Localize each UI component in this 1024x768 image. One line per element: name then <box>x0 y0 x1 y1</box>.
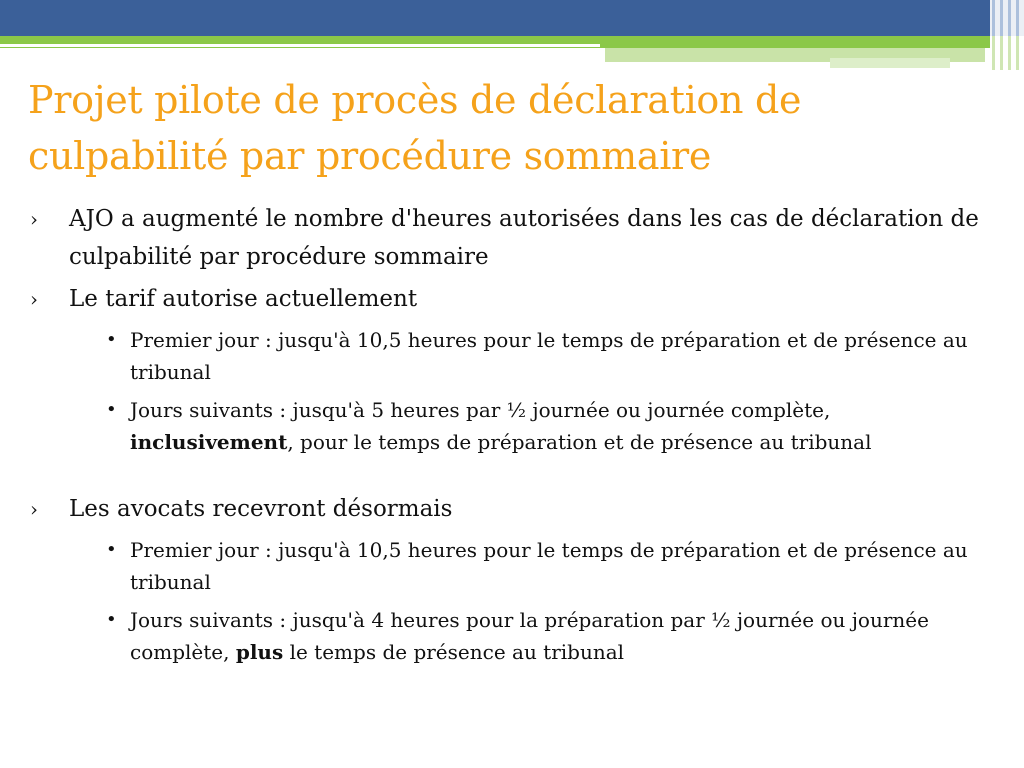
bullet-text: Les avocats recevront désormais <box>69 496 453 522</box>
sub-bullet-text-pre: Jours suivants : jusqu'à 5 heures par ½ journée ou journée complète, <box>130 398 831 422</box>
sub-bullet-marker: • <box>106 539 117 560</box>
bullet-marker: › <box>30 207 38 231</box>
sub-bullet-marker: • <box>106 329 117 350</box>
top-blue-bar <box>0 0 1024 36</box>
slide-title: Projet pilote de procès de déclaration de culpabilité par procédure sommaire <box>28 78 802 178</box>
sub-bullet-text-post: le temps de présence au tribunal <box>283 640 625 664</box>
sub-bullet-2-1 <box>28 324 988 388</box>
sub-bullet-3-1 <box>28 534 988 598</box>
sub-bullet-marker: • <box>106 609 117 630</box>
bullet-3 <box>28 490 988 528</box>
right-decorative-stripes-green <box>990 36 1024 70</box>
sub-bullet-text: Premier jour : jusqu'à 10,5 heures pour le temps de préparation et de présence au tribunal <box>130 538 968 594</box>
bullet-marker: › <box>30 497 38 521</box>
sub-bullet-marker: • <box>106 399 117 420</box>
sub-bullet-emphasis: inclusivement <box>130 430 288 454</box>
sub-bullet-text-pre: Jours suivants : jusqu'à 4 heures pour la préparation par ½ journée ou journée complète, <box>130 608 929 664</box>
bullet-text: Le tarif autorise actuellement <box>69 286 418 312</box>
top-light-green-bar-2 <box>830 58 950 68</box>
top-white-line <box>0 44 600 47</box>
sub-bullet-2-2 <box>28 394 988 458</box>
sub-bullet-emphasis: plus <box>235 640 284 664</box>
sub-bullet-text-post: , pour le temps de préparation et de présence au tribunal <box>287 430 872 454</box>
bullet-text: AJO a augmenté le nombre d'heures autorisées dans les cas de déclaration de culpabilité par procédure sommaire <box>69 206 979 270</box>
sub-bullet-3-2 <box>28 604 988 668</box>
sub-bullet-text: Premier jour : jusqu'à 10,5 heures pour le temps de préparation et de présence au tribunal <box>130 328 968 384</box>
bullet-2 <box>28 280 988 318</box>
bullet-1 <box>28 200 988 276</box>
slide-content <box>28 200 988 668</box>
bullet-marker: › <box>30 287 38 311</box>
